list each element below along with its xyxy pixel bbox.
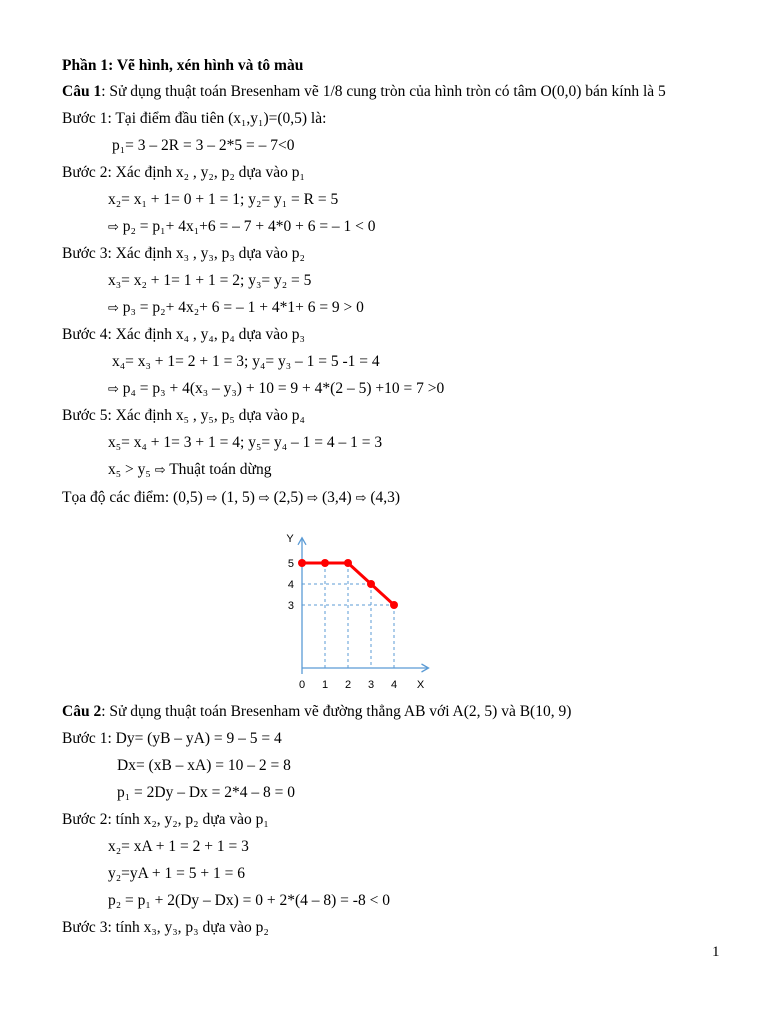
chart-axes (298, 538, 429, 674)
q2-x2: x₂= xA + 1 = 2 + 1 = 3 (108, 838, 249, 855)
chart-guides (302, 563, 394, 668)
q1-p1: p₁= 3 – 2R = 3 – 2*5 = – 7<0 (112, 137, 295, 154)
q1-condition: x₅ > y₅ (108, 461, 151, 478)
q1-p2: p₂ = p₁+ 4x₁+6 = – 7 + 4*0 + 6 = – 1 < 0 (122, 218, 376, 235)
y-tick-label: 5 (287, 558, 294, 570)
x-axis-label: X (416, 679, 425, 691)
arrow-icon: ⇨ (206, 491, 218, 506)
data-point (367, 580, 375, 588)
arrow-icon: ⇨ (108, 382, 119, 397)
section-title: Phần 1: Vẽ hình, xén hình và tô màu (62, 57, 304, 74)
data-point (298, 559, 306, 567)
q1-point: (2,5) (273, 489, 304, 506)
y-tick-label: 3 (287, 600, 294, 612)
q1-x2-y2: x₂= x₁ + 1= 0 + 1 = 1; y₂= y₁ = R = 5 (108, 191, 339, 208)
q2-step-1: Bước 1: Dy= (yB – yA) = 9 – 5 = 4 (62, 730, 282, 747)
arrow-icon: ⇨ (355, 491, 367, 506)
page-number: 1 (712, 944, 720, 960)
question-2 (62, 702, 571, 722)
q1-p3: p₃ = p₂+ 4x₂+ 6 = – 1 + 4*1+ 6 = 9 > 0 (122, 299, 364, 316)
x-tick-label: 3 (367, 679, 375, 691)
q1-step-3: Bước 3: Xác định x₃ , y₃, p₃ dựa vào p₂ (62, 245, 305, 262)
data-point (390, 601, 398, 609)
q1-point: (1, 5) (221, 489, 255, 506)
q2-y2: y₂=yA + 1 = 5 + 1 = 6 (108, 865, 245, 882)
data-point (344, 559, 352, 567)
q1-p4: p₄ = p₃ + 4(x₃ – y₃) + 10 = 9 + 4*(2 – 5) +10 = 7 >0 (122, 380, 445, 397)
q1-x5-y5: x₅= x₄ + 1= 3 + 1 = 4; y₅= y₄ – 1 = 4 – 1 = 3 (108, 434, 383, 451)
q1-step-4: Bước 4: Xác định x₄ , y₄, p₄ dựa vào p₃ (62, 326, 305, 343)
question-1 (62, 82, 666, 102)
data-point (321, 559, 329, 567)
question-2-label: Câu 2 (62, 703, 102, 720)
q2-step-2: Bước 2: tính x₂, y₂, p₂ dựa vào p₁ (62, 811, 269, 828)
q1-p4-row (108, 379, 444, 400)
y-axis-label: Y (286, 532, 294, 545)
q1-stop-row (108, 460, 271, 481)
q1-point: (4,3) (370, 489, 401, 506)
question-1-label: Câu 1 (62, 83, 102, 100)
q1-step-2: Bước 2: Xác định x₂ , y₂, p₂ dựa vào p₁ (62, 164, 305, 181)
chart-labels (286, 533, 425, 691)
q2-p1: p₁ = 2Dy – Dx = 2*4 – 8 = 0 (117, 784, 296, 801)
y-tick-label: 4 (287, 579, 294, 591)
question-1-text: : Sử dụng thuật toán Bresenham vẽ 1/8 cung tròn của hình tròn có tâm O(0,0) bán kính là 5 (101, 83, 666, 100)
arrow-icon: ⇨ (307, 491, 319, 506)
q1-x4-y4: x₄= x₃ + 1= 2 + 1 = 3; y₄= y₃ – 1 = 5 -1 = 4 (112, 353, 380, 370)
x-tick-label: 1 (321, 679, 329, 691)
q1-points-label: Tọa độ các điểm: (0,5) (62, 489, 203, 506)
q1-stop: Thuật toán dừng (169, 461, 272, 478)
x-tick-label: 4 (390, 679, 398, 691)
q1-point: (3,4) (321, 489, 352, 506)
x-tick-label: 0 (298, 679, 306, 691)
x-tick-label: 2 (344, 679, 352, 691)
q2-step-3: Bước 3: tính x₃, y₃, p₃ dựa vào p₂ (62, 919, 269, 936)
q1-x3-y3: x₃= x₂ + 1= 1 + 1 = 2; y₃= y₂ = 5 (108, 272, 312, 289)
arrow-icon: ⇨ (258, 491, 270, 506)
q2-dx: Dx= (xB – xA) = 10 – 2 = 8 (117, 757, 291, 774)
q1-points-row (62, 488, 400, 509)
arrow-icon: ⇨ (108, 301, 119, 316)
q1-step-1: Bước 1: Tại điểm đầu tiên (x₁,y₁)=(0,5) là: (62, 110, 327, 127)
bresenham-circle-chart (270, 520, 450, 695)
q1-step-5: Bước 5: Xác định x₅ , y₅, p₅ dựa vào p₄ (62, 407, 305, 424)
q2-p2: p₂ = p₁ + 2(Dy – Dx) = 0 + 2*(4 – 8) = -8 < 0 (108, 892, 390, 909)
q1-p3-row (108, 298, 364, 319)
question-2-text: : Sử dụng thuật toán Bresenham vẽ đường thẳng AB với A(2, 5) và B(10, 9) (101, 703, 572, 720)
q1-p2-row (108, 217, 376, 238)
arrow-icon: ⇨ (108, 220, 119, 235)
arrow-icon: ⇨ (154, 463, 166, 478)
